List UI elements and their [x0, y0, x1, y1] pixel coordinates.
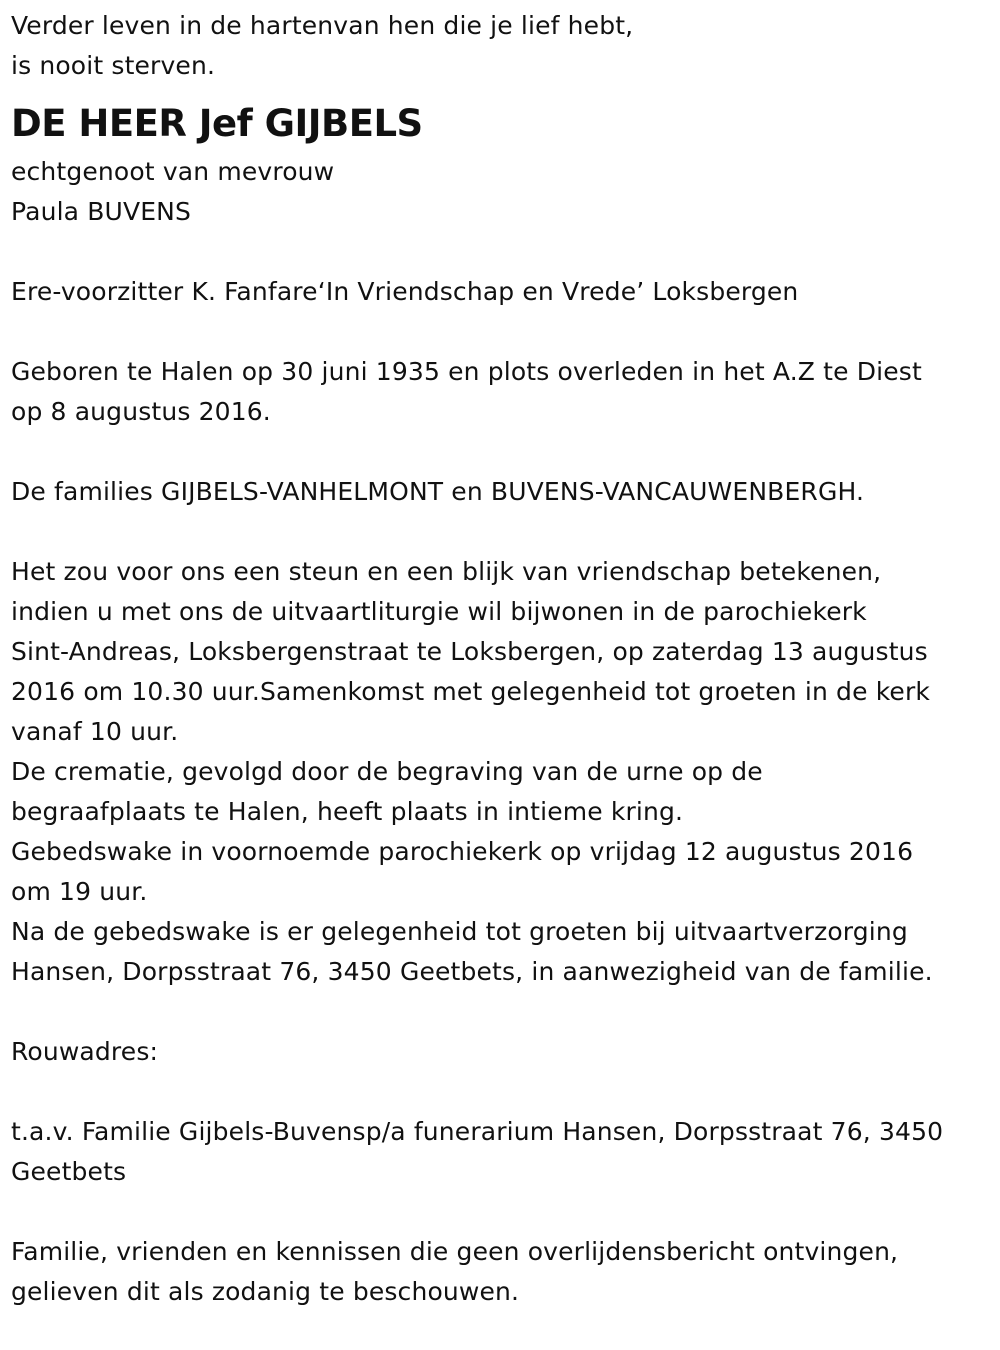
honorary-title: Ere-voorzitter K. Fanfare‘In Vriendschap en Vrede’ Loksbergen — [11, 277, 799, 306]
ceremony-line: Sint-Andreas, Loksbergenstraat te Loksbergen, op zaterdag 13 augustus — [11, 637, 928, 666]
ceremony-line: Na de gebedswake is er gelegenheid tot groeten bij uitvaartverzorging — [11, 917, 908, 946]
spacer — [11, 432, 996, 472]
motto — [11, 6, 996, 86]
ceremony-line: vanaf 10 uur. — [11, 717, 179, 746]
motto-line-1: Verder leven in de hartenvan hen die je lief hebt, — [11, 11, 634, 40]
spouse-block — [11, 152, 996, 232]
spacer — [11, 312, 996, 352]
obituary-notice — [11, 6, 996, 1312]
spacer — [11, 232, 996, 272]
address-line-2: Geetbets — [11, 1157, 127, 1186]
ceremony-line: Het zou voor ons een steun en een blijk van vriendschap betekenen, — [11, 557, 882, 586]
ceremony-line: om 19 uur. — [11, 877, 148, 906]
ceremony-line: indien u met ons de uitvaartliturgie wil bijwonen in de parochiekerk — [11, 597, 867, 626]
spacer — [11, 512, 996, 552]
address-line-1: t.a.v. Familie Gijbels-Buvensp/a funerarium Hansen, Dorpsstraat 76, 3450 — [11, 1117, 944, 1146]
ceremony-line: Gebedswake in voornoemde parochiekerk op vrijdag 12 augustus 2016 — [11, 837, 914, 866]
spacer — [11, 1192, 996, 1232]
ceremony-block — [11, 552, 996, 992]
spouse-line-1: echtgenoot van mevrouw — [11, 157, 335, 186]
address-block — [11, 1112, 996, 1192]
closing-line-1: Familie, vrienden en kennissen die geen overlijdensbericht ontvingen, — [11, 1237, 899, 1266]
closing-line-2: gelieven dit als zodanig te beschouwen. — [11, 1277, 520, 1306]
families-line: De families GIJBELS-VANHELMONT en BUVENS-VANCAUWENBERGH. — [11, 477, 865, 506]
ceremony-line: Hansen, Dorpsstraat 76, 3450 Geetbets, in aanwezigheid van de familie. — [11, 957, 933, 986]
birth-death-line-1: Geboren te Halen op 30 juni 1935 en plots overleden in het A.Z te Diest — [11, 357, 922, 386]
deceased-name: DE HEER Jef GIJBELS — [11, 102, 423, 145]
motto-line-2: is nooit sterven. — [11, 51, 216, 80]
ceremony-line: begraafplaats te Halen, heeft plaats in intieme kring. — [11, 797, 684, 826]
spouse-line-2: Paula BUVENS — [11, 197, 192, 226]
birth-death-line-2: op 8 augustus 2016. — [11, 397, 271, 426]
spacer — [11, 992, 996, 1032]
ceremony-line: 2016 om 10.30 uur.Samenkomst met gelegenheid tot groeten in de kerk — [11, 677, 931, 706]
ceremony-line: De crematie, gevolgd door de begraving van de urne op de — [11, 757, 763, 786]
address-label: Rouwadres: — [11, 1037, 159, 1066]
spacer — [11, 1072, 996, 1112]
birth-death-block — [11, 352, 996, 432]
closing-block — [11, 1232, 996, 1312]
